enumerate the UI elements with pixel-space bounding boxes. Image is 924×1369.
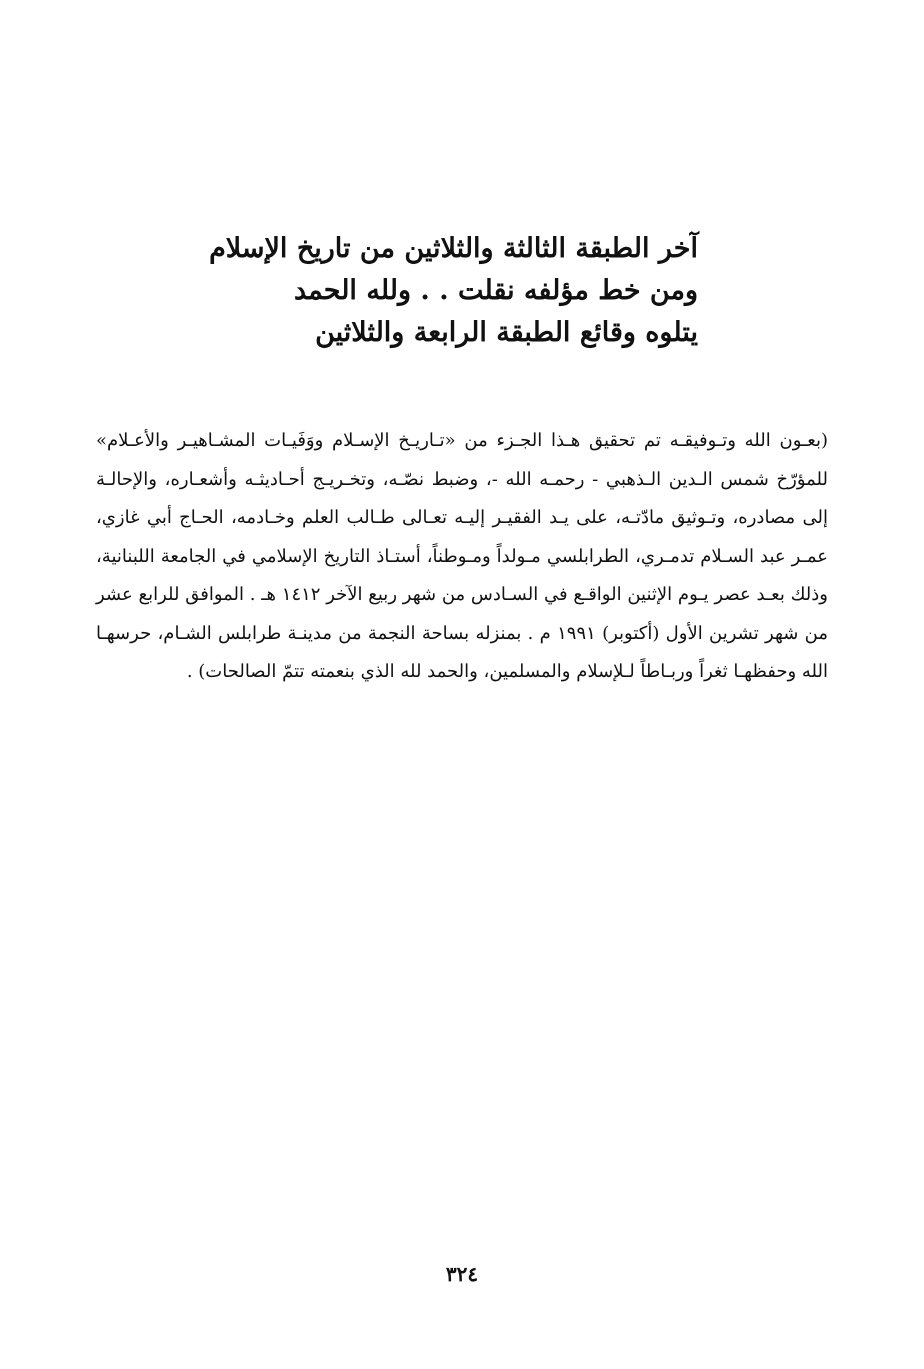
page-number: ٣٢٤ [445, 1262, 479, 1286]
heading-line-1: آخر الطبقة الثالثة والثلاثين من تاريخ الإسلام [209, 233, 698, 264]
heading-line-3: يتلوه وقائع الطبقة الرابعة والثلاثين [315, 317, 698, 348]
closing-heading [209, 228, 698, 354]
colophon-paragraph: (بعـون الله وتـوفيقـه تم تحقيق هـذا الجـزء من «تـاريـخ الإسـلام ووَفَيـات المشـاهيـر والأعـلام» للمؤرّخ شمس الـدين الـذهبي - رحمـه الله -، وضبط نصّـه، وتخـريـج أحـاديثـه وأشعـاره، والإحالـة إلى مصادره، وتـوثيق مادّتـه، على يـد الفقيـر إليـه تعـالى طـالب العلم وخـادمه، الحـاج أبي غازي، عمـر عبد السـلام تدمـري، الطرابلسي مـولداً ومـوطناً، أستـاذ التاريخ الإسلامي في الجامعة اللبنانية، وذلك بعـد عصر يـوم الإثنين الواقـع في السـادس من شهر ربيع الآخر ١٤١٢ هـ . الموافق للرابع عشر من شهر تشرين الأول (أكتوبر) ١٩٩١ م . بمنزله بساحة النجمة من مدينـة طرابلس الشـام، حرسهـا الله وحفظهـا ثغراً وربـاطاً لـلإسلام والمسلمين، والحمد لله الذي بنعمته تتمّ الصالحات) . [96, 430, 828, 682]
heading-line-2: ومن خط مؤلفه نقلت . . ولله الحمد [294, 275, 698, 306]
